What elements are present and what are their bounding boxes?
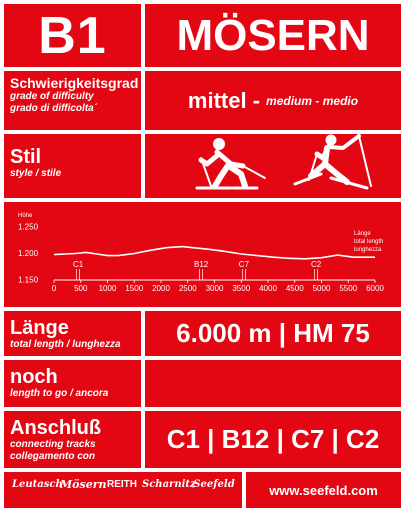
x-axis-label-it: lunghezza (354, 247, 382, 253)
difficulty-label-it: grado di difficolta´ (10, 103, 98, 114)
x-tick-label: 1500 (125, 284, 144, 293)
difficulty-label (4, 71, 141, 130)
elevation-profile (4, 202, 401, 307)
x-tick-label: 1000 (98, 284, 117, 293)
website-link[interactable]: www.seefeld.com (246, 472, 401, 508)
x-tick-label: 6000 (366, 284, 384, 293)
classic-skier-icon (197, 138, 265, 188)
x-tick-label: 5000 (312, 284, 331, 293)
connections-label-it: collegamento con (10, 451, 96, 462)
junction-label: B12 (194, 260, 209, 269)
difficulty-value (145, 71, 401, 130)
junction-label: C7 (238, 260, 250, 269)
difficulty-label-en: grade of difficulty (10, 91, 94, 102)
style-icons (145, 134, 401, 198)
logo-scharnitz: Scharnitz (142, 479, 196, 490)
junction-label: C2 (311, 260, 322, 269)
connections-label (4, 411, 141, 468)
skating-skier-icon (295, 135, 371, 189)
elevation-chart (4, 202, 401, 307)
remaining-value (145, 360, 401, 407)
length-label-sub: total length / lunghezza (10, 339, 121, 350)
x-tick-label: 5500 (339, 284, 358, 293)
connections-label-main: Anschluß (10, 417, 102, 439)
x-tick-label: 3000 (205, 284, 224, 293)
x-tick-label: 2000 (152, 284, 170, 293)
y-axis-label: Höhe (18, 213, 33, 219)
length-value: 6.000 m | HM 75 (176, 318, 370, 348)
remaining-label (4, 360, 141, 407)
y-tick-label: 1.200 (18, 249, 39, 258)
route-code: B1 (4, 4, 141, 67)
style-label (4, 134, 141, 198)
style-label-main: Stil (10, 146, 42, 168)
x-axis-label-en: total length (354, 239, 384, 245)
x-tick-label: 4000 (259, 284, 277, 293)
difficulty-label-de: Schwierigkeitsgrad (10, 75, 139, 91)
x-tick-label: 500 (74, 284, 88, 293)
profile-line (54, 247, 375, 259)
length-value-cell (145, 311, 401, 356)
route-name: MÖSERN (145, 4, 401, 67)
y-tick-label: 1.250 (18, 222, 39, 232)
junction-label: C1 (72, 260, 84, 269)
length-label-main: Länge (10, 317, 69, 339)
remaining-label-main: noch (10, 366, 58, 388)
style-icons-cell (145, 134, 401, 198)
difficulty-value-cell (145, 71, 401, 130)
footer-logos (4, 472, 242, 508)
difficulty-value-translations: medium - medio (266, 93, 359, 108)
connections-label-en: connecting tracks (10, 439, 96, 450)
x-axis-label-de: Länge (354, 231, 371, 237)
length-label (4, 311, 141, 356)
remaining-label-sub: length to go / ancora (10, 388, 109, 399)
connections-value: C1 | B12 | C7 | C2 (166, 424, 380, 454)
logo-leutasch: Leutasch (12, 479, 63, 490)
x-tick-label: 0 (51, 284, 57, 293)
logo-mosern: Mösern (60, 478, 107, 491)
difficulty-value-de: mittel - (187, 87, 261, 113)
connections-value-cell (145, 411, 401, 468)
logo-reith: REITH (107, 479, 137, 490)
remaining-value-cell (145, 360, 401, 407)
logo-seefeld: Seefeld (193, 479, 235, 490)
x-tick-label: 3500 (232, 284, 251, 293)
x-tick-label: 4500 (285, 284, 304, 293)
x-tick-label: 2500 (178, 284, 197, 293)
style-label-sub: style / stile (10, 168, 62, 179)
y-tick-label: 1.150 (18, 275, 39, 285)
